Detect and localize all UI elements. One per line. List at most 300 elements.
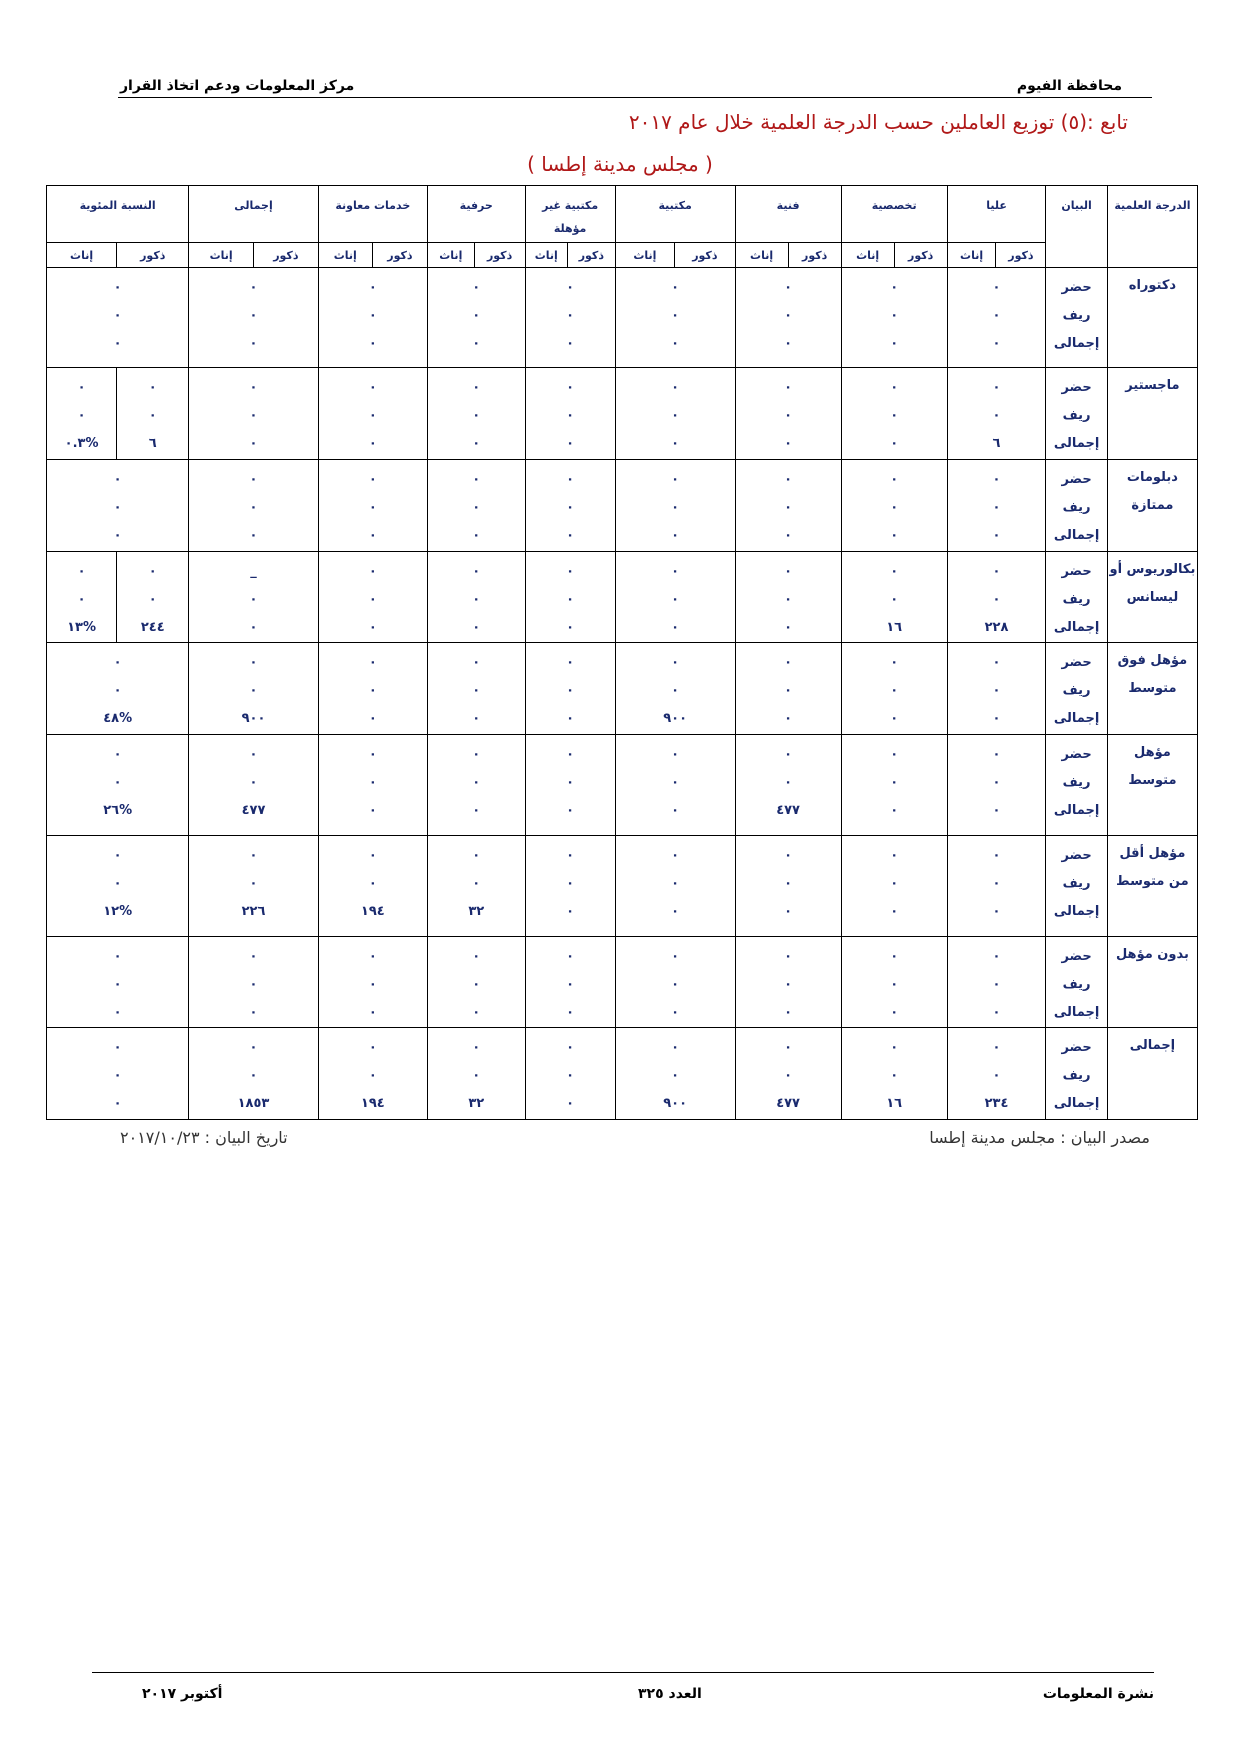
employees-by-degree-table [46, 185, 1198, 1120]
cell-value: ١٩٤ [360, 903, 385, 919]
female-subheader: إناث [615, 243, 674, 267]
cell-value: ٠ [368, 619, 377, 635]
cell-value: ٠ [890, 976, 899, 992]
cell-value: ٠ [784, 619, 793, 635]
male-subheader: ذكور [254, 243, 319, 267]
cell-value: ٠ [472, 875, 481, 891]
cell-value: ٠ [566, 1096, 575, 1112]
value-cell [318, 643, 427, 735]
cell-value: ٠ [992, 1004, 1001, 1020]
female-subheader: إناث [318, 243, 372, 267]
value-cell [47, 460, 189, 552]
cell-value: ٠ [890, 436, 899, 452]
cell-value: ٠ [890, 1004, 899, 1020]
row-label: إجمالى [1053, 528, 1100, 544]
value-cell [615, 267, 735, 368]
cell-value: ٠ [472, 976, 481, 992]
cell-value: ٠ [368, 563, 377, 579]
cell-value: ٠ [472, 472, 481, 488]
cell-value: ٠ [368, 775, 377, 791]
value-cell [427, 936, 525, 1028]
cell-value: ٠ [566, 436, 575, 452]
cell-value: ٠ [566, 976, 575, 992]
col-header-total: إجمالى [189, 186, 318, 243]
value-cell [841, 368, 947, 460]
cell-value: ٠ [784, 591, 793, 607]
col-header-technical: فنية [735, 186, 841, 243]
value-cell [735, 368, 841, 460]
table-row [47, 551, 1198, 643]
cell-value: ٠ [992, 380, 1001, 396]
cell-value: ٠ [472, 683, 481, 699]
value-cell [427, 551, 525, 643]
cell-value: ٠ [890, 683, 899, 699]
cell-value: ٠ [368, 436, 377, 452]
cell-value: ٠ [249, 380, 258, 396]
female-subheader: إناث [189, 243, 254, 267]
cell-value: ٠ [113, 1096, 122, 1112]
row-labels [1046, 735, 1108, 836]
value-cell [947, 835, 1046, 936]
cell-value: ٠ [77, 408, 86, 424]
cell-value: ٤٧٧ [776, 803, 800, 819]
cell-value: ٠ [671, 335, 680, 351]
cell-value: ٠ [671, 903, 680, 919]
degree-label: مؤهل أقل من متوسط [1107, 835, 1197, 936]
cell-value: ٠ [566, 528, 575, 544]
value-cell [47, 267, 189, 368]
cell-value: ٠ [113, 307, 122, 323]
cell-value: ٩٠٠ [663, 1096, 688, 1112]
female-subheader: إناث [47, 243, 117, 267]
value-cell [427, 267, 525, 368]
cell-value: ٠ [992, 591, 1001, 607]
cell-value: ٠ [113, 875, 122, 891]
value-cell [189, 835, 318, 936]
cell-value: ٠ [113, 1068, 122, 1084]
cell-value: ٠ [368, 307, 377, 323]
cell-value: ٠ [566, 847, 575, 863]
row-label: إجمالى [1053, 903, 1100, 919]
cell-value: ٠ [113, 976, 122, 992]
cell-value: ٠ [890, 711, 899, 727]
table-row [47, 267, 1198, 368]
table-row [47, 368, 1198, 460]
cell-value: ٠ [566, 903, 575, 919]
cell-value: ٠ [249, 847, 258, 863]
cell-value: ٠ [113, 500, 122, 516]
value-cell [427, 735, 525, 836]
cell-value: ٠ [368, 875, 377, 891]
value-cell [947, 460, 1046, 552]
cell-value: ٠ [890, 307, 899, 323]
cell-value: ٠ [890, 500, 899, 516]
cell-value: ٠ [368, 528, 377, 544]
row-label: حضر [1061, 563, 1092, 579]
cell-value: ٠ [368, 335, 377, 351]
cell-value: ٠ [784, 747, 793, 763]
cell-value: ٠ [472, 436, 481, 452]
value-cell [318, 460, 427, 552]
table-row [47, 835, 1198, 936]
value-cell [947, 735, 1046, 836]
cell-value: ٠ [368, 803, 377, 819]
cell-value: ٠ [890, 279, 899, 295]
female-subheader: إناث [427, 243, 474, 267]
cell-value: ٠ [249, 408, 258, 424]
cell-value: ٠ [113, 683, 122, 699]
data-source: مصدر البيان : مجلس مدينة إطسا [929, 1128, 1150, 1147]
cell-value: ٠ [566, 747, 575, 763]
row-label: حضر [1061, 472, 1092, 488]
col-header-higher: عليا [947, 186, 1046, 243]
cell-value: ٠ [113, 1004, 122, 1020]
cell-value: ٠ [671, 948, 680, 964]
degree-label: مؤهل متوسط [1107, 735, 1197, 836]
cell-value: ٠ [992, 847, 1001, 863]
page-subtitle: ( مجلس مدينة إطسا ) [527, 152, 713, 176]
cell-value: ٠ [671, 472, 680, 488]
cell-value: ٠ [671, 307, 680, 323]
cell-value: ٠ [992, 1068, 1001, 1084]
cell-value: ٠ [249, 591, 258, 607]
cell-value: ٠ [890, 528, 899, 544]
col-header-clerical-unqualified: مكتبية غير مؤهلة [525, 186, 615, 243]
issue-month: أكتوبر ٢٠١٧ [142, 1686, 223, 1702]
cell-value: %١٢ [103, 903, 133, 919]
value-cell [47, 936, 189, 1028]
degree-label: ماجستير [1107, 368, 1197, 460]
cell-value: ٠ [77, 380, 86, 396]
cell-value: ٠ [671, 279, 680, 295]
cell-value: ٠ [671, 683, 680, 699]
cell-value: ٠ [784, 976, 793, 992]
cell-value: ٠ [671, 591, 680, 607]
female-subheader: إناث [947, 243, 996, 267]
value-cell [189, 936, 318, 1028]
male-subheader: ذكور [894, 243, 947, 267]
cell-value: ٠ [566, 948, 575, 964]
cell-value: ٠ [671, 380, 680, 396]
cell-value: ٠ [784, 307, 793, 323]
cell-value: ٠ [113, 335, 122, 351]
cell-value: ٠ [368, 380, 377, 396]
cell-value: ٠ [992, 747, 1001, 763]
cell-value: ٠ [249, 1040, 258, 1056]
cell-value: ١٦ [886, 619, 903, 635]
degree-label: بكالوريوس أو ليسانس [1107, 551, 1197, 643]
cell-value: ٤٧٧ [776, 1096, 800, 1112]
statement-header: البيان [1046, 186, 1108, 268]
cell-value: ٠ [992, 472, 1001, 488]
cell-value: ٠ [671, 436, 680, 452]
cell-value: ٠ [890, 655, 899, 671]
cell-value: ٠ [671, 655, 680, 671]
cell-value: ٢٢٦ [241, 903, 266, 919]
cell-value: ٠ [368, 847, 377, 863]
male-subheader: ذكور [567, 243, 615, 267]
value-cell [525, 460, 615, 552]
cell-value: ٠ [992, 976, 1001, 992]
header-divider [118, 97, 1152, 98]
cell-value: %٢٦ [103, 803, 133, 819]
cell-value: ٠ [784, 408, 793, 424]
row-label: إجمالى [1053, 335, 1100, 351]
page-title: تابع :(٥) توزيع العاملين حسب الدرجة العلمية خلال عام ٢٠١٧ [628, 110, 1128, 134]
value-cell [525, 835, 615, 936]
value-cell [735, 551, 841, 643]
cell-value: ٠ [368, 591, 377, 607]
cell-value: ٠ [566, 803, 575, 819]
value-cell [615, 835, 735, 936]
cell-value: ٠ [671, 976, 680, 992]
cell-value: ٠ [368, 1068, 377, 1084]
cell-value: ٠ [992, 683, 1001, 699]
row-labels [1046, 267, 1108, 368]
cell-value: ٠ [368, 279, 377, 295]
value-cell [735, 735, 841, 836]
row-label: إجمالى [1053, 1096, 1100, 1112]
value-cell [189, 551, 318, 643]
col-header-percentage: النسبة المئوية [47, 186, 189, 243]
value-cell [735, 643, 841, 735]
cell-value: ٦ [992, 436, 1001, 452]
row-labels [1046, 368, 1108, 460]
cell-value: ٠ [566, 563, 575, 579]
cell-value: ٠ [890, 408, 899, 424]
cell-value: ٠ [784, 563, 793, 579]
value-cell [427, 1028, 525, 1120]
value-cell [47, 1028, 189, 1120]
cell-value: ٠ [784, 1068, 793, 1084]
row-label: إجمالى [1053, 1004, 1100, 1020]
cell-value: ٠ [784, 948, 793, 964]
value-cell [947, 551, 1046, 643]
cell-value: ٠ [566, 1004, 575, 1020]
cell-value: ٠ [472, 655, 481, 671]
cell-value: ٠ [890, 775, 899, 791]
cell-value: ٠ [890, 591, 899, 607]
cell-value: ٠ [472, 380, 481, 396]
governorate-name: محافظة الفيوم [1016, 78, 1122, 94]
cell-value: ٠ [566, 1040, 575, 1056]
value-cell [841, 1028, 947, 1120]
cell-value: ٠ [472, 279, 481, 295]
cell-value: ٠ [671, 619, 680, 635]
value-cell [189, 460, 318, 552]
cell-value: ٠ [472, 591, 481, 607]
row-label: ريف [1062, 307, 1091, 323]
cell-value: ٠ [472, 711, 481, 727]
cell-value: ٠ [566, 1068, 575, 1084]
row-label: ريف [1062, 408, 1091, 424]
cell-value: ٠ [890, 380, 899, 396]
cell-value: ٠ [566, 683, 575, 699]
value-cell [47, 735, 189, 836]
cell-value: ٠ [671, 500, 680, 516]
cell-value: ٠ [249, 279, 258, 295]
col-header-craft: حرفية [427, 186, 525, 243]
cell-value: ٠ [368, 948, 377, 964]
row-label: ريف [1062, 976, 1091, 992]
data-date: تاريخ البيان : ٢٠١٧/١٠/٢٣ [120, 1128, 288, 1147]
value-cell [947, 368, 1046, 460]
value-cell [947, 643, 1046, 735]
cell-value: ٠ [113, 847, 122, 863]
row-labels [1046, 643, 1108, 735]
value-cell [615, 643, 735, 735]
value-cell [427, 643, 525, 735]
cell-value: ٠ [249, 1004, 258, 1020]
center-name: مركز المعلومات ودعم اتخاذ القرار [120, 78, 355, 94]
male-subheader: ذكور [788, 243, 841, 267]
cell-value: ٠ [784, 1040, 793, 1056]
value-cell [427, 368, 525, 460]
cell-value: ١٦ [886, 1096, 903, 1112]
value-cell [841, 460, 947, 552]
cell-value: ٠ [671, 408, 680, 424]
value-cell [841, 835, 947, 936]
cell-value: ٠ [472, 803, 481, 819]
cell-value: ٠ [472, 500, 481, 516]
value-cell [189, 368, 318, 460]
cell-value: ٠ [113, 775, 122, 791]
cell-value: ٠ [113, 472, 122, 488]
value-cell [427, 460, 525, 552]
cell-value: ٠ [566, 655, 575, 671]
cell-value: ٠ [671, 803, 680, 819]
value-cell [525, 551, 615, 643]
cell-value: ٠ [249, 335, 258, 351]
cell-value: ٠ [472, 528, 481, 544]
cell-value: ٠ [113, 1040, 122, 1056]
value-cell [615, 735, 735, 836]
value-cell [615, 936, 735, 1028]
male-subheader: ذكور [675, 243, 735, 267]
degree-label: مؤهل فوق متوسط [1107, 643, 1197, 735]
cell-value: ٠ [992, 279, 1001, 295]
value-cell [318, 368, 427, 460]
cell-value: ٠ [992, 803, 1001, 819]
row-labels [1046, 551, 1108, 643]
cell-value: ٤٧٧ [241, 803, 266, 819]
row-label: ريف [1062, 500, 1091, 516]
value-cell [318, 936, 427, 1028]
cell-value: ٠ [249, 747, 258, 763]
cell-value: ٠ [890, 1068, 899, 1084]
cell-value: ٠ [890, 335, 899, 351]
cell-value: ٢٤٤ [140, 619, 165, 635]
value-cell [947, 936, 1046, 1028]
cell-value: ٢٣٤ [984, 1096, 1009, 1112]
value-cell [189, 643, 318, 735]
row-label: إجمالى [1053, 803, 1100, 819]
cell-value: ٠ [784, 436, 793, 452]
cell-value: ٠ [671, 1040, 680, 1056]
cell-value: ٠ [472, 747, 481, 763]
cell-value: ٠ [472, 775, 481, 791]
cell-value: ٠ [890, 747, 899, 763]
cell-value: ٠ [77, 563, 86, 579]
value-cell [735, 936, 841, 1028]
cell-value: ٠ [992, 775, 1001, 791]
cell-value: ٠ [566, 380, 575, 396]
cell-value: ٠ [890, 948, 899, 964]
degree-label: دكتوراه [1107, 267, 1197, 368]
row-label: إجمالى [1053, 711, 1100, 727]
cell-value: ٠ [249, 528, 258, 544]
male-subheader: ذكور [474, 243, 525, 267]
cell-value: ٠ [113, 948, 122, 964]
cell-value: ٠ [249, 307, 258, 323]
cell-value: ٠ [249, 683, 258, 699]
cell-value: ٠ [784, 655, 793, 671]
value-cell [947, 1028, 1046, 1120]
value-cell [615, 368, 735, 460]
cell-value: ٠ [148, 408, 157, 424]
cell-value: ٠ [249, 500, 258, 516]
cell-value: ٩٠٠ [663, 711, 688, 727]
cell-value: ٠ [472, 335, 481, 351]
cell-value: ٠ [566, 335, 575, 351]
row-label: ريف [1062, 1068, 1091, 1084]
cell-value: ٠ [472, 1068, 481, 1084]
cell-value: ٠ [148, 591, 157, 607]
cell-value: ٠ [992, 307, 1001, 323]
value-cell [735, 460, 841, 552]
cell-value: ٠ [992, 655, 1001, 671]
row-labels [1046, 460, 1108, 552]
row-label: إجمالى [1053, 619, 1100, 635]
cell-value: ٠ [784, 335, 793, 351]
male-subheader: ذكور [117, 243, 189, 267]
cell-value: ٠ [784, 380, 793, 396]
cell-value: ١٨٥٣ [237, 1096, 270, 1112]
cell-value: ٠ [148, 563, 157, 579]
cell-value: ٠ [890, 903, 899, 919]
row-label: حضر [1061, 948, 1092, 964]
cell-value: ٠ [671, 1004, 680, 1020]
row-label: حضر [1061, 655, 1092, 671]
value-cell [117, 551, 189, 643]
value-cell [525, 368, 615, 460]
cell-value: ٠ [368, 655, 377, 671]
cell-value: ٠ [113, 528, 122, 544]
cell-value: ٠ [249, 976, 258, 992]
cell-value: ٠ [992, 563, 1001, 579]
value-cell [841, 936, 947, 1028]
row-label: ريف [1062, 683, 1091, 699]
degree-label: دبلومات ممتازة [1107, 460, 1197, 552]
row-label: ريف [1062, 875, 1091, 891]
cell-value: ٠ [368, 408, 377, 424]
cell-value: ٠ [249, 1068, 258, 1084]
value-cell [427, 835, 525, 936]
value-cell [841, 551, 947, 643]
cell-value: ٠ [472, 847, 481, 863]
value-cell [841, 267, 947, 368]
cell-value: ٠ [368, 711, 377, 727]
col-header-specialist: تخصصية [841, 186, 947, 243]
issue-number: العدد ٣٢٥ [638, 1686, 702, 1702]
cell-value: ١٩٤ [360, 1096, 385, 1112]
cell-value: ٠ [472, 307, 481, 323]
cell-value: ٢٢٨ [984, 619, 1009, 635]
cell-value: ٠ [249, 875, 258, 891]
cell-value: ٠ [368, 976, 377, 992]
cell-value: ٠ [784, 903, 793, 919]
value-cell [525, 267, 615, 368]
